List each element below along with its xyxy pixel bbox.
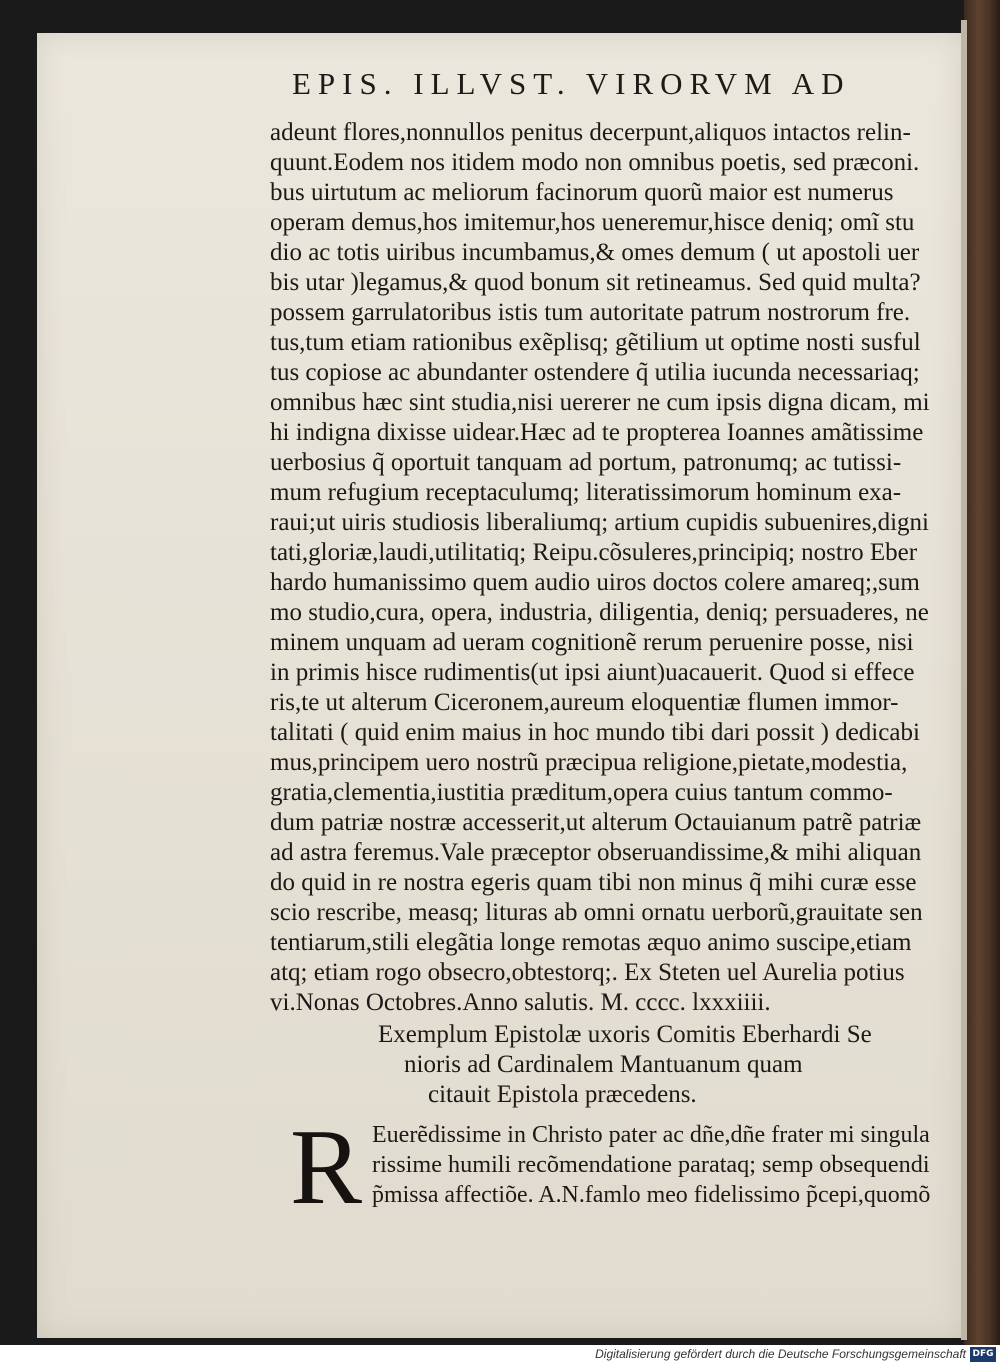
text-line: tus,tum etiam rationibus exẽplisq; gẽtilium ut optime nosti susful	[270, 329, 921, 356]
footer-credit: Digitalisierung gefördert durch die Deutsche Forschungsgemeinschaft	[595, 1347, 966, 1361]
text-line: dio ac totis uiribus incumbamus,& omes demum ( ut apostoli uer	[270, 239, 920, 266]
text-line: omnibus hæc sint studia,nisi uererer ne cum ipsis digna dicam, mi	[270, 389, 930, 416]
text-line: mus,principem uero nostrũ præcipua religione,pietate,modestia,	[270, 749, 908, 776]
text-line: uerbosius q̃ oportuit tanquam ad portum, patronumq; ac tutissi-	[270, 449, 902, 476]
text-line: tentiarum,stili elegãtia longe remotas æquo animo suscipe,etiam	[270, 929, 912, 956]
text-line: bus uirtutum ac meliorum facinorum quorũ maior est numerus	[270, 179, 894, 206]
letter-line: p̃missa affectiõe. A.N.famlo meo fidelissimo p̃cepi,quomõ	[372, 1182, 931, 1208]
heading-line: Exemplum Epistolæ uxoris Comitis Eberhardi Se	[378, 1021, 872, 1048]
text-line: do quid in re nostra egeris quam tibi non minus q̃ mihi curæ esse	[270, 869, 917, 896]
text-line: hardo humanissimo quem audio uiros doctos colere amareq;,sum	[270, 569, 920, 596]
text-line: ris,te ut alterum Ciceronem,aureum eloquentiæ flumen immor-	[270, 689, 899, 716]
text-line: tati,gloriæ,laudi,utilitatiq; Reipu.cõsuleres,principiq; nostro Eber	[270, 539, 918, 566]
text-line: scio rescribe, measq; lituras ab omni ornatu uerborũ,grauitate sen	[270, 899, 923, 926]
text-line: mum refugium receptaculumq; literatissimorum hominum exa-	[270, 479, 902, 506]
running-head: EPIS. ILLVST. VIRORVM AD	[292, 66, 851, 101]
book-cover-edge	[964, 0, 1000, 1345]
letter-line: Euerẽdissime in Christo pater ac dñe,dñe frater mi singula	[372, 1122, 930, 1148]
text-line: gratia,clementia,iustitia præditum,opera cuius tantum commo-	[270, 779, 893, 806]
text-line: vi.Nonas Octobres.Anno salutis. M. cccc. lxxxiiii.	[270, 989, 771, 1016]
text-line: talitati ( quid enim maius in hoc mundo tibi dari possit ) dedicabi	[270, 719, 920, 746]
dfg-logo-icon: DFG	[970, 1347, 996, 1362]
text-line: minem unquam ad ueram cognitionẽ rerum peruenire posse, nisi	[270, 629, 914, 656]
letter-line: rissime humili recõmendatione parataq; semp obsequendi	[372, 1151, 930, 1178]
text-line: possem garrulatoribus istis tum autoritate patrum nostrorum fre.	[270, 299, 911, 326]
text-line: operam demus,hos imitemur,hos ueneremur,hisce deniq; omĩ stu	[270, 209, 915, 236]
text-line: adeunt flores,nonnullos penitus decerpunt,aliquos intactos relin-	[270, 119, 911, 146]
text-line: quunt.Eodem nos itidem modo non omnibus poetis, sed præconi.	[270, 149, 920, 176]
text-line: dum patriæ nostræ accesserit,ut alterum Octauianum patrẽ patriæ	[270, 809, 922, 836]
heading-line: nioris ad Cardinalem Mantuanum quam	[404, 1051, 803, 1078]
text-line: hi indigna dixisse uidear.Hæc ad te propterea Ioannes amãtissime	[270, 419, 924, 446]
page-edge	[961, 20, 967, 1340]
footer-bar	[0, 1345, 1000, 1365]
drop-cap: R	[290, 1108, 363, 1227]
heading-line: citauit Epistola præcedens.	[428, 1081, 697, 1108]
text-line: in primis hisce rudimentis(ut ipsi aiunt)uacauerit. Quod si effece	[270, 659, 915, 686]
text-line: tus copiose ac abundanter ostendere q̃ utilia iucunda necessariaq;	[270, 359, 920, 386]
text-line: mo studio,cura, opera, industria, diligentia, deniq; persuaderes, ne	[270, 599, 929, 626]
text-line: ad astra feremus.Vale præceptor obseruandissime,& mihi aliquan	[270, 839, 922, 866]
text-line: raui;ut uiris studiosis liberaliumq; artium cupidis subuenires,digni	[270, 509, 929, 536]
text-line: atq; etiam rogo obsecro,obtestorq;. Ex Steten uel Aurelia potius	[270, 959, 905, 986]
text-line: bis utar )legamus,& quod bonum sit retineamus. Sed quid multa?	[270, 269, 921, 296]
